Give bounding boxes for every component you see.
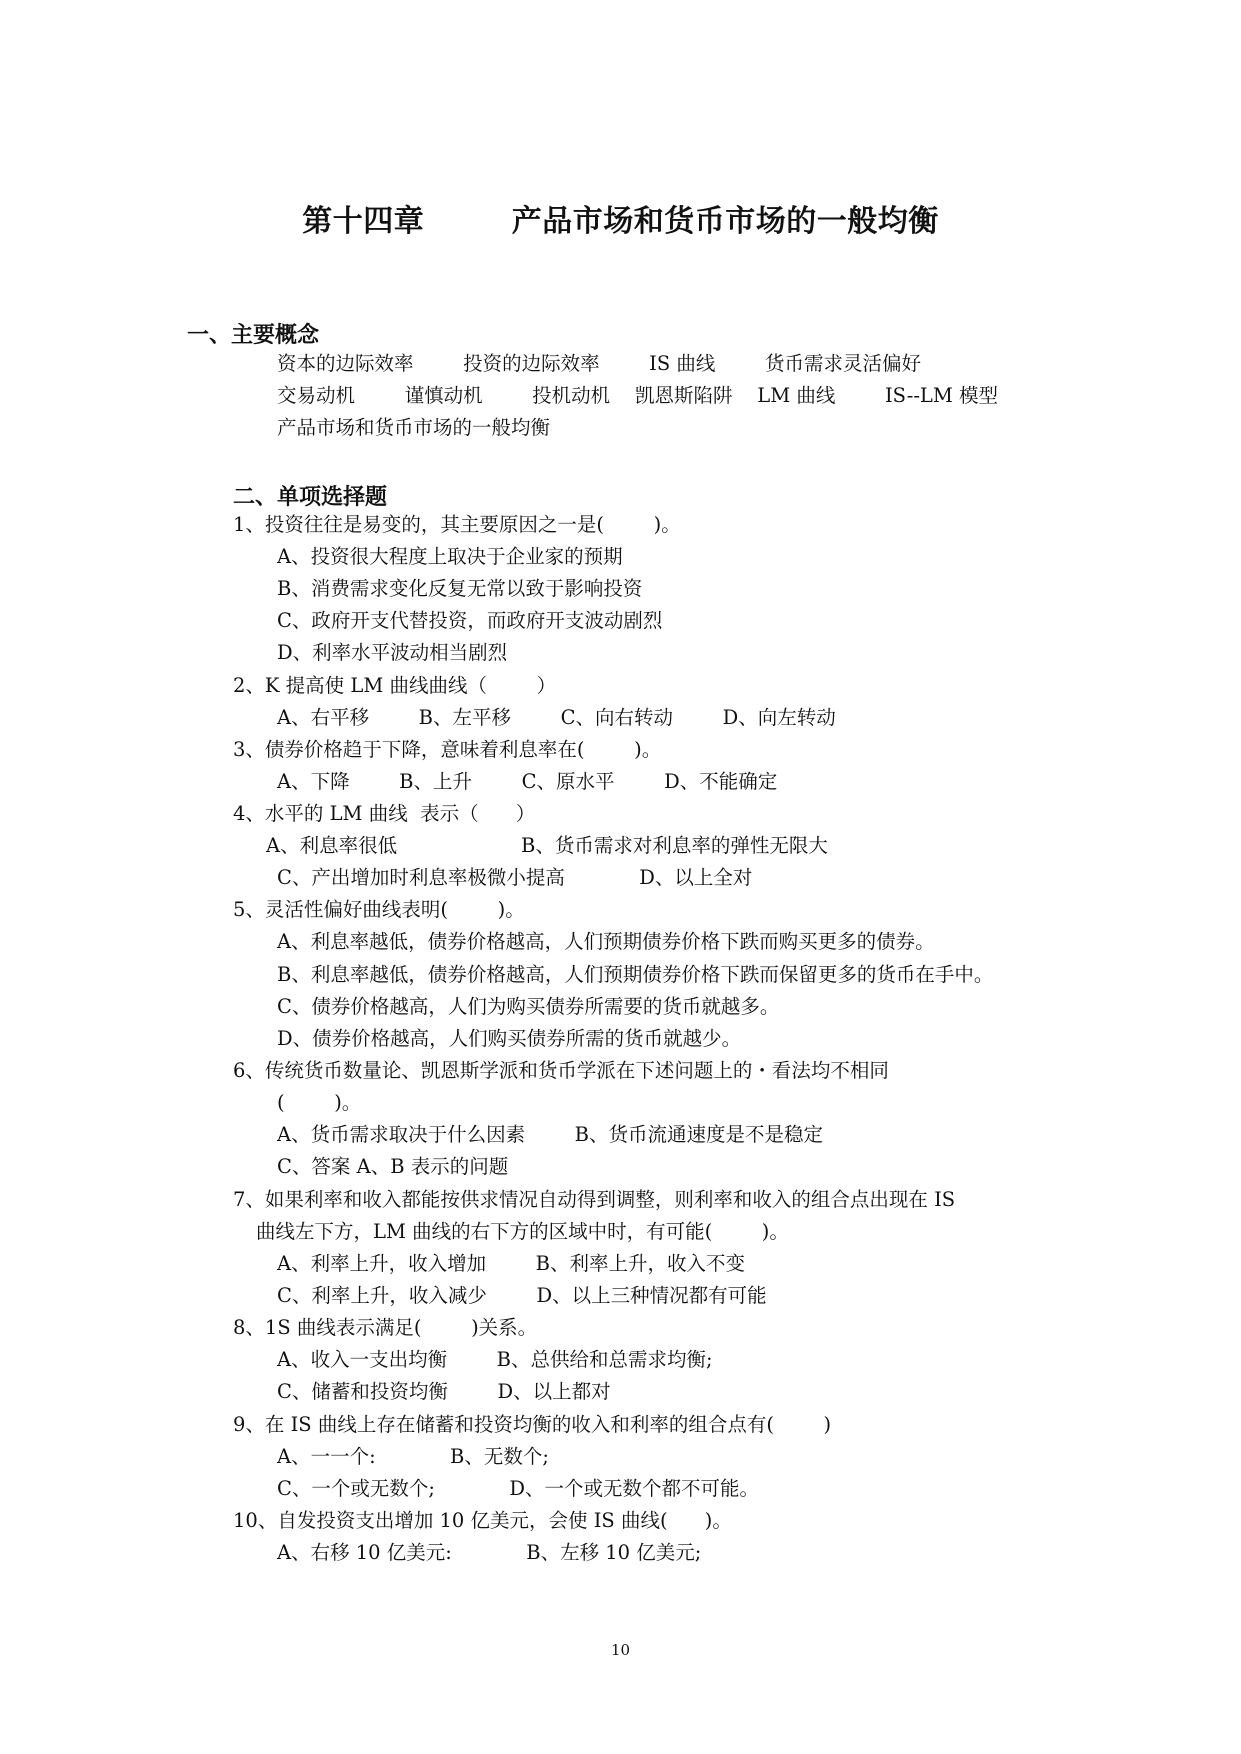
question-8: 8、1S 曲线表示满足( )关系。 <box>233 1316 538 1339</box>
page-number: 10 <box>610 1641 631 1659</box>
chapter-title: 第十四章 产品市场和货币市场的一般均衡 <box>302 204 939 239</box>
option-line: A、右平移 B、左平移 C、向右转动 D、向左转动 <box>277 706 836 729</box>
question-5: 5、灵活性偏好曲线表明( )。 <box>233 898 525 921</box>
option-line: C、产出增加时利息率极微小提高 D、以上全对 <box>277 866 753 889</box>
question-6-blank: ( )。 <box>277 1091 362 1114</box>
option-line: B、消费需求变化反复无常以致于影响投资 <box>277 577 643 600</box>
option-line: A、利率上升，收入增加 B、利率上升，收入不变 <box>277 1252 746 1275</box>
concept-line: 资本的边际效率 投资的边际效率 IS 曲线 货币需求灵活偏好 <box>277 352 922 375</box>
option-line: A、货币需求取决于什么因素 B、货币流通速度是不是稳定 <box>277 1123 824 1146</box>
option-line: A、利息率很低 B、货币需求对利息率的弹性无限大 <box>266 834 828 857</box>
option-line: C、政府开支代替投资，而政府开支波动剧烈 <box>277 609 663 632</box>
option-line: C、利率上升，收入减少 D、以上三种情况都有可能 <box>277 1284 767 1307</box>
question-3: 3、债券价格趋于下降，意味着利息率在( )。 <box>233 738 662 761</box>
option-line: B、利息率越低，债券价格越高，人们预期债券价格下跌而保留更多的货币在手中。 <box>277 963 994 986</box>
option-line: A、一一个: B、无数个; <box>277 1445 549 1468</box>
question-7-continued: 曲线左下方，LM 曲线的右下方的区域中时，有可能( )。 <box>256 1220 789 1243</box>
option-line: A、右移 10 亿美元: B、左移 10 亿美元; <box>277 1541 702 1564</box>
option-line: C、储蓄和投资均衡 D、以上都对 <box>277 1380 611 1403</box>
option-line: D、利率水平波动相当剧烈 <box>277 641 508 664</box>
question-6: 6、传统货币数量论、凯恩斯学派和货币学派在下述问题上的・看法均不相同 <box>233 1059 889 1082</box>
option-line: A、投资很大程度上取决于企业家的预期 <box>277 545 623 568</box>
question-9: 9、在 IS 曲线上存在储蓄和投资均衡的收入和利率的组合点有( ) <box>233 1413 832 1436</box>
option-line: C、一个或无数个; D、一个或无数个都不可能。 <box>277 1477 760 1500</box>
option-line: C、债券价格越高，人们为购买债券所需要的货币就越多。 <box>277 995 780 1018</box>
concept-line: 产品市场和货币市场的一般均衡 <box>277 416 551 439</box>
section-heading-concepts: 一、主要概念 <box>187 323 320 348</box>
question-2: 2、K 提高使 LM 曲线曲线（ ） <box>233 674 557 697</box>
question-10: 10、自发投资支出增加 10 亿美元，会使 IS 曲线( )。 <box>233 1509 732 1532</box>
option-line: A、下降 B、上升 C、原水平 D、不能确定 <box>277 770 778 793</box>
question-7: 7、如果利率和收入都能按供求情况自动得到调整，则利率和收入的组合点出现在 IS <box>233 1188 956 1211</box>
question-4: 4、水平的 LM 曲线 表示（ ） <box>233 802 536 825</box>
option-line: D、债券价格越高，人们购买债券所需的货币就越少。 <box>277 1027 742 1050</box>
question-1: 1、投资往往是易变的，其主要原因之一是( )。 <box>233 513 681 536</box>
option-line: A、收入一支出均衡 B、总供给和总需求均衡; <box>277 1348 713 1371</box>
concept-line: 交易动机 谨慎动机 投机动机 凯恩斯陷阱 LM 曲线 IS--LM 模型 <box>277 384 999 407</box>
option-line: C、答案 A、B 表示的问题 <box>277 1155 509 1178</box>
option-line: A、利息率越低，债券价格越高，人们预期债券价格下跌而购买更多的债券。 <box>277 930 935 953</box>
section-heading-choice: 二、单项选择题 <box>233 485 388 510</box>
